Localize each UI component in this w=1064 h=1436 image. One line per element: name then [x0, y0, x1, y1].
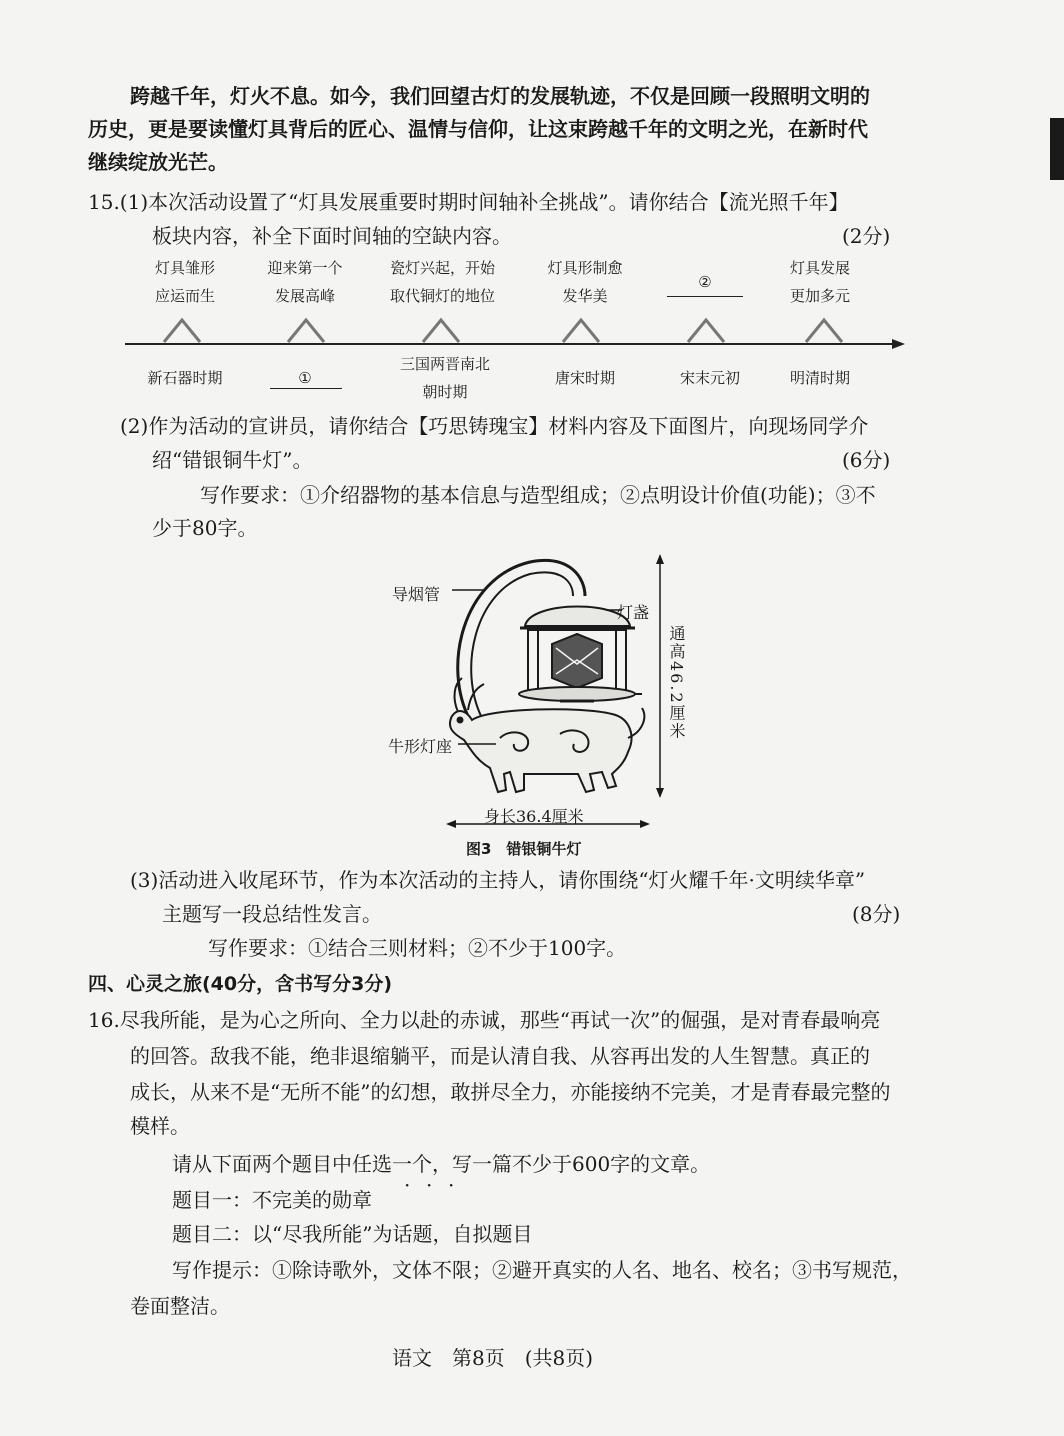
timeline-period-4: 唐宋时期 — [554, 369, 615, 387]
figure-label-ox-base: 牛形灯座 — [388, 737, 453, 756]
q16-line-1: 16.尽我所能，是为心之所向、全力以赴的赤诚，那些“再试一次”的倔强，是对青春最响亮 — [88, 1008, 881, 1032]
timeline-event-6-bottom: 更加多元 — [789, 287, 850, 305]
page-footer: 语文 第8页 (共8页) — [392, 1346, 594, 1370]
timeline-event-1-top: 灯具雏形 — [154, 259, 215, 277]
q15-1-line-1: 15.(1)本次活动设置了“灯具发展重要时期时间轴补全挑战”。请你结合【流光照千年】 — [88, 190, 849, 214]
figure-label-lamp: 灯盏 — [617, 603, 650, 622]
intro-line-2: 历史，更是要读懂灯具背后的匠心、温情与信仰，让这束跨越千年的文明之光，在新时代 — [88, 117, 868, 141]
q15-2-score: (6分) — [842, 448, 891, 472]
intro-line-3: 继续绽放光芒。 — [88, 150, 228, 174]
q15-3-line-2: 主题写一段总结性发言。 — [162, 902, 382, 926]
q16-tip-2: 卷面整洁。 — [130, 1294, 230, 1318]
timeline-event-3-top: 瓷灯兴起，开始 — [389, 259, 495, 277]
q15-2-line-1: (2)作为活动的宣讲员，请你结合【巧思铸瑰宝】材料内容及下面图片，向现场同学介 — [120, 414, 869, 438]
timeline-axis — [120, 312, 910, 362]
timeline-blank-1-line — [270, 388, 342, 389]
q16-instruction: 请从下面两个题目中任选一个，写一篇不少于600字的文章。 — [172, 1152, 711, 1176]
q15-3-line-1: (3)活动进入收尾环节，作为本次活动的主持人，请你围绕“灯火耀千年·文明续华章” — [130, 868, 866, 892]
q15-3-score: (8分) — [852, 902, 901, 926]
q16-tip-1: 写作提示：①除诗歌外，文体不限；②避开真实的人名、地名、校名；③书写规范， — [172, 1258, 912, 1282]
figure-height-label: 通高46.2厘米 — [667, 625, 686, 741]
intro-line-1: 跨越千年，灯火不息。如今，我们回望古灯的发展轨迹，不仅是回顾一段照明文明的 — [130, 84, 870, 108]
q15-1-line-2: 板块内容，补全下面时间轴的空缺内容。 — [152, 224, 512, 248]
timeline-event-1-bottom: 应运而生 — [154, 287, 215, 305]
timeline-period-1: 新石器时期 — [147, 369, 223, 387]
page-edge-mark — [1050, 118, 1064, 180]
q16-line-2: 的回答。敌我不能，绝非退缩躺平，而是认清自我、从容再出发的人生智慧。真正的 — [130, 1044, 870, 1068]
q15-2-requirement-1: 写作要求：①介绍器物的基本信息与造型组成；②点明设计价值(功能)；③不 — [200, 483, 876, 507]
timeline-period-6: 明清时期 — [789, 369, 850, 387]
timeline-event-2-top: 迎来第一个 — [267, 259, 343, 277]
timeline-event-3-bottom: 取代铜灯的地位 — [389, 287, 495, 305]
timeline-event-4-bottom: 发华美 — [562, 287, 608, 305]
timeline-period-3-line-1: 三国两晋南北 — [399, 355, 490, 373]
q16-topic-1: 题目一：不完美的勋章 — [172, 1188, 372, 1212]
q16-line-4: 模样。 — [130, 1114, 190, 1138]
timeline-blank-2-line — [667, 296, 743, 297]
figure-caption: 图3 错银铜牛灯 — [466, 840, 582, 858]
q15-2-line-2: 绍“错银铜牛灯”。 — [152, 448, 313, 472]
timeline-blank-1-marker: ① — [298, 369, 312, 387]
timeline-event-6-top: 灯具发展 — [789, 259, 850, 277]
timeline-period-5: 宋末元初 — [679, 369, 740, 387]
q15-1-score: (2分) — [842, 224, 891, 248]
timeline-event-4-top: 灯具形制愈 — [547, 259, 623, 277]
timeline-period-3-line-2: 朝时期 — [422, 383, 468, 401]
timeline-blank-2-marker: ② — [698, 273, 712, 291]
timeline-event-2-bottom: 发展高峰 — [274, 287, 335, 305]
figure-label-smoke-pipe: 导烟管 — [392, 585, 441, 604]
q16-topic-2: 题目二：以“尽我所能”为话题，自拟题目 — [172, 1222, 533, 1246]
section-4-title: 四、心灵之旅(40分，含书写分3分) — [88, 973, 393, 995]
figure-length-label: 身长36.4厘米 — [484, 807, 584, 826]
q15-3-requirement: 写作要求：①结合三则材料；②不少于100字。 — [208, 936, 627, 960]
q15-2-requirement-2: 少于80字。 — [152, 516, 258, 540]
q16-line-3: 成长，从来不是“无所不能”的幻想，敢拼尽全力，亦能接纳不完美，才是青春最完整的 — [130, 1080, 891, 1104]
